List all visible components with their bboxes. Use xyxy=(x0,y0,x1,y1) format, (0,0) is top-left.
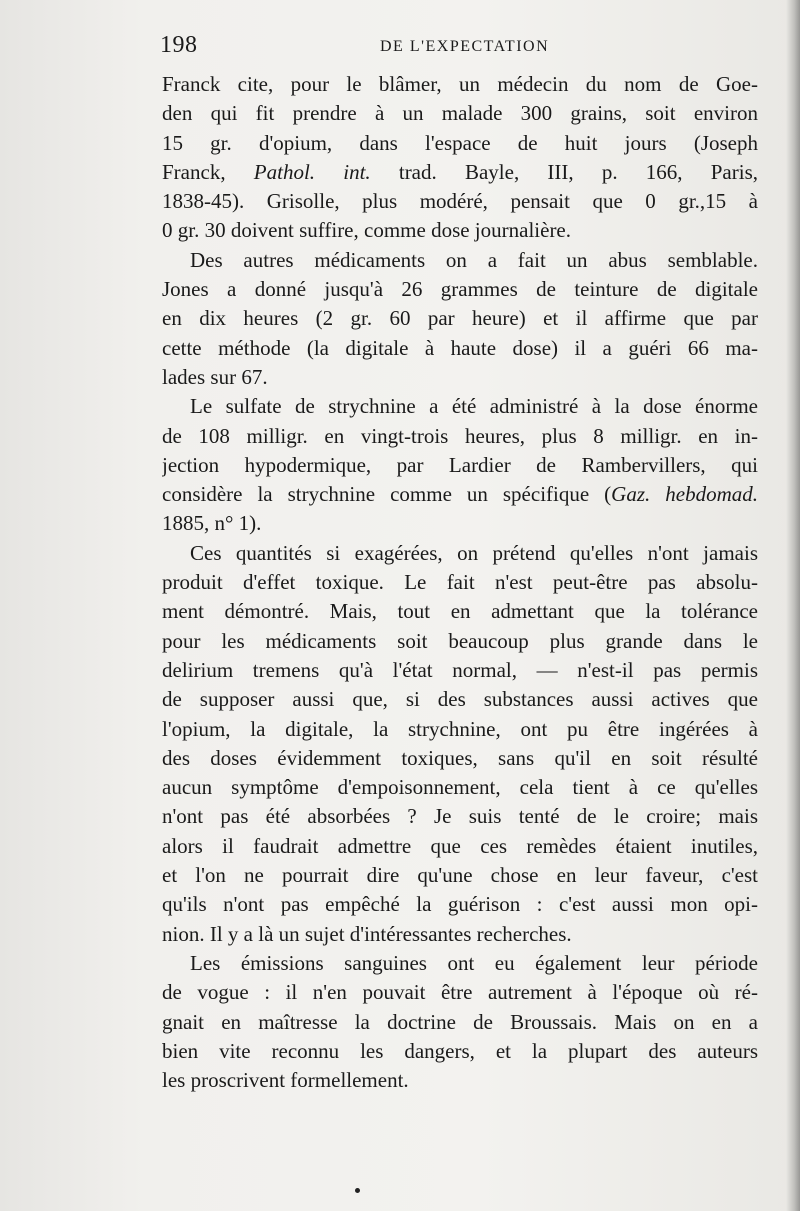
text-line: l'opium, la digitale, la strychnine, ont pu être ingérées à xyxy=(162,716,758,741)
paragraph xyxy=(162,949,758,1095)
text-line: Ces quantités si exagérées, on prétend qu'elles n'ont jamais xyxy=(190,540,758,565)
text-line: 1885, n° 1). xyxy=(162,511,262,536)
paragraph xyxy=(162,246,758,392)
text-line: pour les médicaments soit beaucoup plus grande dans le xyxy=(162,628,758,653)
text-line: den qui fit prendre à un malade 300 grains, soit environ xyxy=(162,101,758,126)
text-line: Franck, Pathol. int. trad. Bayle, III, p. 166, Paris, xyxy=(162,159,758,184)
paragraph xyxy=(162,70,758,246)
text-line: Le sulfate de strychnine a été administré à la dose énorme xyxy=(190,394,758,419)
text-line: les proscrivent formellement. xyxy=(162,1068,409,1093)
text-line: alors il faudrait admettre que ces remèdes étaient inutiles, xyxy=(162,833,758,858)
text-line: bien vite reconnu les dangers, et la plupart des auteurs xyxy=(162,1038,758,1063)
text-line: considère la strychnine comme un spécifique (Gaz. hebdomad. xyxy=(162,482,758,507)
paragraph xyxy=(162,539,758,949)
text-line: delirium tremens qu'à l'état normal, — n'est-il pas permis xyxy=(162,657,758,682)
text-line: de supposer aussi que, si des substances aussi actives que xyxy=(162,687,758,712)
text-line: n'ont pas été absorbées ? Je suis tenté de le croire; mais xyxy=(162,804,758,829)
text-line: ment démontré. Mais, tout en admettant que la tolérance xyxy=(162,599,758,624)
page-edge-shadow xyxy=(786,0,800,1211)
text-line: en dix heures (2 gr. 60 par heure) et il affirme que par xyxy=(162,306,758,331)
text-line: Des autres médicaments on a fait un abus semblable. xyxy=(190,247,758,272)
page-body-text xyxy=(162,70,758,1095)
text-line: jection hypodermique, par Lardier de Rambervillers, qui xyxy=(162,452,758,477)
text-line: produit d'effet toxique. Le fait n'est peut-être pas absolu- xyxy=(162,570,758,595)
ink-speck xyxy=(355,1188,360,1193)
page-header xyxy=(160,32,750,60)
text-line: qu'ils n'ont pas empêché la guérison : c'est aussi mon opi- xyxy=(162,892,758,917)
text-line: gnait en maîtresse la doctrine de Broussais. Mais on en a xyxy=(162,1009,758,1034)
text-line: nion. Il y a là un sujet d'intéressantes recherches. xyxy=(162,921,572,946)
text-line: des doses évidemment toxiques, sans qu'il en soit résulté xyxy=(162,745,758,770)
running-title: DE L'EXPECTATION xyxy=(380,38,550,55)
text-line: de 108 milligr. en vingt-trois heures, plus 8 milligr. en in- xyxy=(162,423,758,448)
text-line: lades sur 67. xyxy=(162,364,268,389)
text-line: 1838-45). Grisolle, plus modéré, pensait que 0 gr.,15 à xyxy=(162,189,758,214)
text-line: cette méthode (la digitale à haute dose) il a guéri 66 ma- xyxy=(162,335,758,360)
text-line: Les émissions sanguines ont eu également leur période xyxy=(190,950,758,975)
text-line: de vogue : il n'en pouvait être autrement à l'époque où ré- xyxy=(162,980,758,1005)
text-line: Franck cite, pour le blâmer, un médecin du nom de Goe- xyxy=(162,72,758,96)
paragraph xyxy=(162,392,758,538)
text-line: Jones a donné jusqu'à 26 grammes de teinture de digitale xyxy=(162,277,758,302)
page-number: 198 xyxy=(160,32,198,58)
text-line: 0 gr. 30 doivent suffire, comme dose journalière. xyxy=(162,218,572,243)
text-line: et l'on ne pourrait dire qu'une chose en leur faveur, c'est xyxy=(162,863,758,888)
text-line: aucun symptôme d'empoisonnement, cela tient à ce qu'elles xyxy=(162,775,758,800)
text-line: 15 gr. d'opium, dans l'espace de huit jours (Joseph xyxy=(162,130,758,155)
